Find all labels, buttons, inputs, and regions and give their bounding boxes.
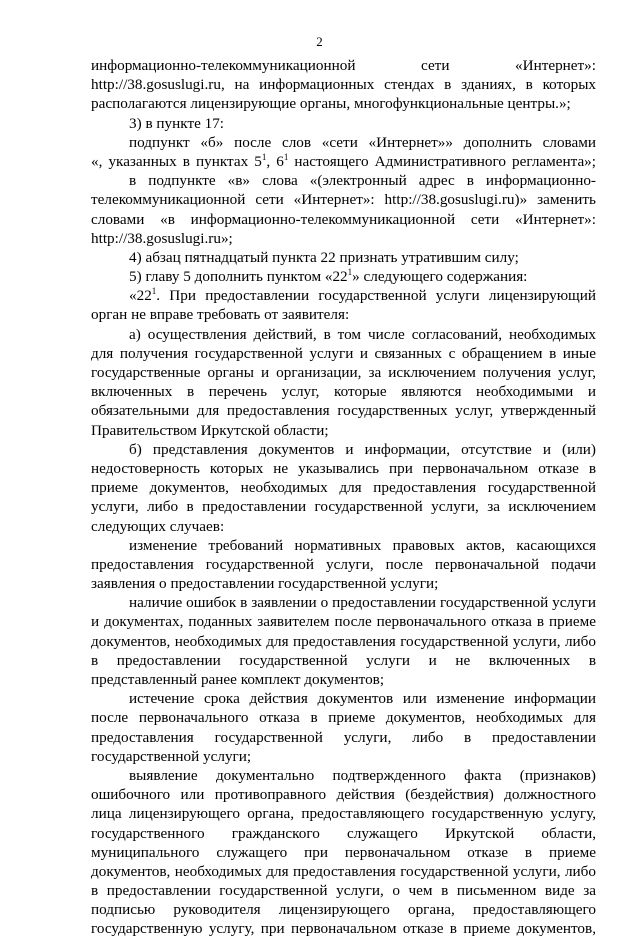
text-run: «22 (129, 287, 152, 305)
text-line: ошибочного или противоправного действия (бездействия) должностного (91, 786, 596, 804)
superscript: 1 (283, 151, 289, 162)
text-line: для получения государственной услуги и связанных с обращением в иные (91, 344, 596, 362)
text-line: 3) в пункте 17: (129, 114, 225, 132)
superscript: 1 (261, 151, 267, 162)
text-run: настоящего Административного регламента»; (288, 152, 596, 170)
text-line: истечение срока действия документов или изменение информации (129, 690, 596, 708)
superscript: 1 (347, 267, 353, 278)
text-line: документов, необходимых для предоставления государственной услуги, либо (91, 862, 596, 880)
document-body (91, 56, 596, 939)
text-line: наличие ошибок в заявлении о предоставлении государственной услуги (129, 594, 596, 612)
text-run: , 6 (266, 152, 284, 170)
text-line: орган не вправе требовать от заявителя: (91, 306, 350, 324)
text-line: располагаются лицензирующие органы, многофункциональные центры.»; (91, 95, 571, 113)
text-line: недостоверность которых не указывались при первоначальном отказе в (91, 459, 596, 477)
text-line (91, 152, 596, 171)
text-line: заявления о предоставлении государственной услуги; (91, 575, 439, 593)
text-line: подписью руководителя лицензирующего органа, предоставляющего (91, 901, 596, 919)
text-line: изменение требований нормативных правовых актов, касающихся (129, 536, 596, 554)
text-line: услуги, либо в предоставлении государственной услуги, за исключением (91, 498, 596, 516)
text-line: выявление документально подтвержденного факта (признаков) (129, 766, 596, 784)
text-line (91, 286, 596, 305)
text-line: предоставления государственной услуги, после первоначальной подачи (91, 555, 596, 573)
text-line: включенных в перечень услуг, которые являются необходимыми и (91, 383, 596, 401)
text-line: обязательными для предоставления государственных услуг, утвержденный (91, 402, 596, 420)
text-line: информационно-телекоммуникационной сети «Интернет»: (91, 57, 596, 74)
text-line: в предоставлении государственной услуги и не включенных в (91, 651, 596, 669)
text-line: предоставления государственной услуги, либо в предоставлении (91, 728, 596, 746)
text-run: . При предоставлении государственной услуги лицензирующий (156, 287, 596, 305)
page-number: 2 (316, 34, 323, 49)
superscript: 1 (151, 286, 157, 297)
text-line: словами «в информационно-телекоммуникационной сети «Интернет»: (91, 210, 596, 228)
text-line: http://38.gosuslugi.ru»; (91, 229, 233, 247)
text-line: государственную услугу, при первоначальном отказе в приеме документов, (91, 920, 596, 938)
text-line: телекоммуникационной сети «Интернет»: http://38.gosuslugi.ru)» заменить (91, 191, 596, 209)
text-line: после первоначального отказа в приеме документов, необходимых для (91, 709, 596, 727)
text-line: государственного гражданского служащего Иркутской области, (91, 824, 596, 842)
text-line: лица лицензирующего органа, предоставляющего государственную услугу, (91, 805, 596, 823)
text-line (91, 267, 596, 286)
text-line: а) осуществления действий, в том числе согласований, необходимых (129, 325, 596, 343)
text-run: «, указанных в пунктах 5 (91, 152, 262, 170)
text-line: документов, необходимых для предоставления государственной услуги, либо (91, 632, 596, 650)
text-line: государственной услуги; (91, 747, 252, 765)
text-line: 4) абзац пятнадцатый пункта 22 признать утратившим силу; (129, 248, 519, 266)
text-run: » следующего содержания: (352, 268, 528, 286)
text-line: муниципального служащего при первоначальном отказе в приеме (91, 843, 596, 861)
text-line: в подпункте «в» слова «(электронный адрес в информационно- (129, 172, 596, 190)
text-line: Правительством Иркутской области; (91, 421, 329, 439)
text-run: 5) главу 5 дополнить пунктом «22 (129, 268, 348, 286)
text-line: приеме документов, необходимых для предоставления государственной (91, 479, 596, 497)
text-line: http://38.gosuslugi.ru, на информационных стендах в зданиях, в которых (91, 76, 596, 94)
text-line: следующих случаев: (91, 517, 225, 535)
text-line: подпункт «б» после слов «сети «Интернет»» дополнить словами (129, 133, 596, 151)
text-line: представленный ранее комплект документов; (91, 671, 385, 688)
text-line: и документах, поданных заявителем после первоначального отказа в приеме (91, 613, 596, 631)
text-line: б) представления документов и информации, отсутствие и (или) (129, 440, 596, 458)
text-line: в предоставлении государственной услуги, о чем в письменном виде за (91, 882, 596, 900)
text-line: государственные органы и организации, за исключением получения услуг, (91, 364, 596, 381)
